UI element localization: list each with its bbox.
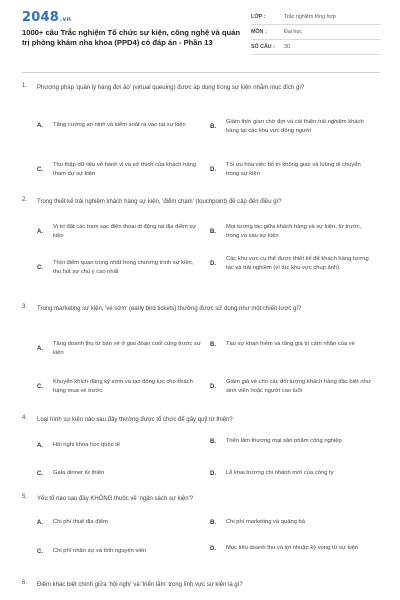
answer-letter: A. xyxy=(37,122,43,129)
answer-text: Chi phí nhân sự và tình nguyện viên xyxy=(53,548,147,554)
question-number: 6. xyxy=(22,580,28,586)
answer-a[interactable] xyxy=(37,340,202,358)
header-divider xyxy=(22,72,380,73)
logo-tld: .vn xyxy=(59,16,72,23)
logo-text: 2048 xyxy=(22,10,59,25)
question-text: Loại hình sự kiện nào sau đây thường được tổ chức để gây quỹ từ thiện? xyxy=(37,417,233,423)
answer-letter: A. xyxy=(37,442,43,449)
meta-value: Trắc nghiệm tổng hợp xyxy=(284,14,336,20)
answer-text: Gala dinner từ thiện xyxy=(53,470,105,476)
answer-text: Hội nghị khoa học quốc tế xyxy=(53,442,121,448)
site-logo[interactable] xyxy=(22,10,71,25)
answer-c[interactable] xyxy=(37,378,202,396)
page-header xyxy=(0,0,400,64)
question-6 xyxy=(22,580,380,596)
question-number: 5. xyxy=(22,494,28,500)
answer-b[interactable] xyxy=(210,437,375,446)
answer-letter: C. xyxy=(37,265,43,271)
meta-key: LỚP : xyxy=(251,14,266,20)
answer-text: Các khu vực cụ thể được thiết kế để khách hàng tương tác và trải nghiệm (ví dụ: khu vực chụp ảnh) xyxy=(226,256,369,271)
answer-text: Triển lãm thương mại sản phẩm công nghiệp xyxy=(226,438,342,444)
question-text: Điểm khác biệt chính giữa 'hội nghị' và 'triển lãm' trong lĩnh vực sự kiện là gì? xyxy=(37,582,243,588)
answer-letter: B. xyxy=(210,519,216,526)
answer-b[interactable] xyxy=(210,223,375,241)
answer-letter: A. xyxy=(37,229,43,235)
question-5 xyxy=(22,494,380,574)
question-text: Trong thiết kế trải nghiệm khách hàng sự kiện, 'điểm chạm' (touchpoint) đề cập đến điều gì? xyxy=(37,199,282,205)
answer-d[interactable] xyxy=(210,544,375,553)
answer-letter: B. xyxy=(210,438,216,445)
meta-value: Đại học xyxy=(284,29,302,35)
answer-text: Mục tiêu doanh thu và lợi nhuận kỳ vọng từ sự kiện xyxy=(226,545,359,551)
answer-text: Tạo sự khan hiếm và tăng giá trị cảm nhận của vé xyxy=(226,341,355,347)
question-number: 1. xyxy=(22,83,28,89)
answer-b[interactable] xyxy=(210,518,375,527)
answer-letter: A. xyxy=(37,346,43,352)
answer-d[interactable] xyxy=(210,469,375,478)
answer-d[interactable] xyxy=(210,255,375,273)
answer-text: Chi phí marketing và quảng bá xyxy=(226,519,305,525)
answer-c[interactable] xyxy=(37,547,202,556)
answer-letter: D. xyxy=(210,167,216,173)
meta-row-count xyxy=(251,40,381,55)
answer-a[interactable] xyxy=(37,518,202,527)
answer-letter: D. xyxy=(210,470,216,477)
answer-letter: C. xyxy=(37,167,43,173)
answer-a[interactable] xyxy=(37,441,202,450)
answer-c[interactable] xyxy=(37,259,202,277)
answer-text: Khuyến khích đăng ký sớm và tạo động lực cho khách hàng mua vé trước xyxy=(53,379,193,394)
answer-letter: B. xyxy=(210,341,216,348)
answer-text: Vị trí đặt các trạm sạc điện thoại di động tại địa điểm sự kiện xyxy=(53,224,197,239)
answer-letter: D. xyxy=(210,261,216,267)
answer-letter: D. xyxy=(210,545,216,552)
answer-text: Tối ưu hóa việc bố trí không gian và luồng di chuyển trong sự kiện xyxy=(226,162,361,177)
question-number: 4. xyxy=(22,415,28,421)
question-text: Trong marketing sự kiện, 'vé sớm' (early bird tickets) thường được sử dụng như một chiến lược gì? xyxy=(37,306,302,312)
answer-letter: B. xyxy=(210,229,216,235)
meta-row-subject xyxy=(251,25,381,40)
answer-letter: A. xyxy=(37,519,43,526)
answer-text: Tăng doanh thu từ bán vé ở giai đoạn cuối cùng trước sự kiện xyxy=(53,341,201,356)
answer-letter: D. xyxy=(210,384,216,390)
answer-a[interactable] xyxy=(37,223,202,241)
question-text: Phương pháp 'quản lý hàng đợi ảo' (virtual queuing) được áp dụng trong sự kiện nhằm mục đích gì? xyxy=(37,85,305,91)
question-number: 3. xyxy=(22,304,28,310)
answer-text: Thu thập dữ liệu về hành vi và sở thích của khách hàng tham dự sự kiện xyxy=(53,162,197,177)
answer-text: Lễ khai trương chi nhánh mới của công ty xyxy=(226,470,334,476)
question-number: 2. xyxy=(22,197,28,203)
question-4 xyxy=(22,415,380,495)
answer-c[interactable] xyxy=(37,469,202,478)
question-2 xyxy=(22,197,380,292)
answer-c[interactable] xyxy=(37,161,202,179)
question-list xyxy=(0,80,400,600)
meta-row-class xyxy=(251,10,381,25)
question-1 xyxy=(22,83,380,183)
answer-text: Giảm thời gian chờ đợi và cải thiện trải nghiệm khách hàng tại các khu vực đông người xyxy=(226,119,364,134)
answer-text: Chi phí thuê địa điểm xyxy=(53,519,108,525)
answer-text: Giảm giá vé cho các đối tượng khách hàng đặc biệt như sinh viên hoặc người cao tuổi xyxy=(226,379,371,394)
document-meta xyxy=(251,10,381,55)
question-text: Yếu tố nào sau đây KHÔNG thuộc về 'ngân sách sự kiện'? xyxy=(37,496,194,502)
answer-d[interactable] xyxy=(210,161,375,179)
document-title: 1000+ câu Trắc nghiệm Tổ chức sự kiện, công nghệ và quản trị phòng khám nha khoa (PPD4) có đáp án - Phần 13 xyxy=(22,28,240,47)
meta-key: MÔN : xyxy=(251,29,267,35)
answer-letter: B. xyxy=(210,124,216,130)
answer-letter: C. xyxy=(37,548,43,555)
answer-text: Mọi tương tác giữa khách hàng và sự kiện, từ trước, trong và sau sự kiện xyxy=(226,224,362,239)
answer-b[interactable] xyxy=(210,118,375,136)
answer-a[interactable] xyxy=(37,121,202,130)
answer-text: Tăng cường an ninh và kiểm soát ra vào tại sự kiện xyxy=(53,122,186,128)
answer-b[interactable] xyxy=(210,340,375,349)
meta-value: 30 xyxy=(284,44,290,50)
meta-key: SỐ CÂU : xyxy=(251,44,275,50)
question-3 xyxy=(22,304,380,414)
answer-text: Thời điểm quan trọng nhất trong chương trình sự kiện, thu hút sự chú ý cao nhất xyxy=(53,260,194,275)
answer-d[interactable] xyxy=(210,378,375,396)
answer-letter: C. xyxy=(37,470,43,477)
answer-letter: C. xyxy=(37,384,43,390)
